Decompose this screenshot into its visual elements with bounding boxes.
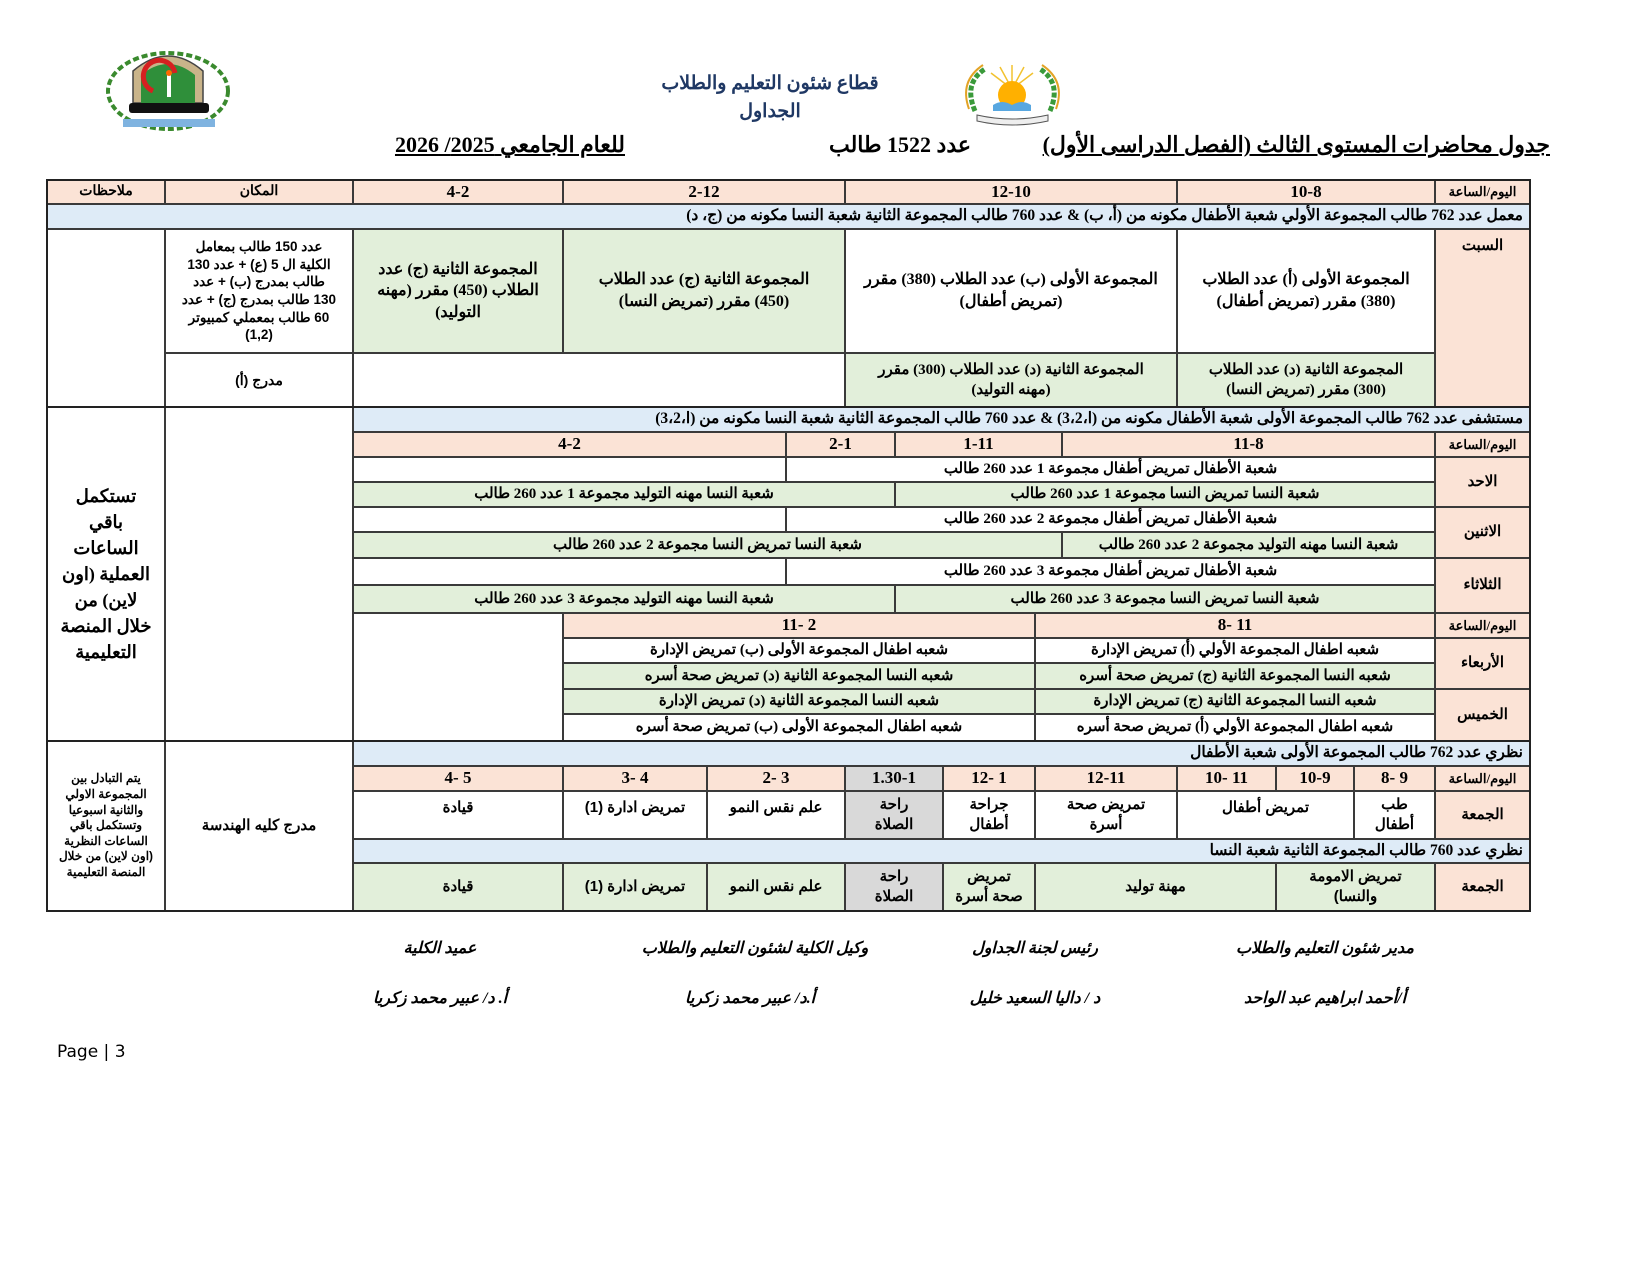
- theory-col-9-8: 9 -8: [1354, 766, 1435, 791]
- theory-day-friday-g1: الجمعة: [1435, 791, 1530, 839]
- theory-col-5-4: 5 -4: [353, 766, 563, 791]
- theory-g1-pediatric-nursing: تمريض أطفال: [1177, 791, 1354, 839]
- hospital-col-2-1: 2-1: [786, 432, 895, 457]
- theory-col-12-11: 12-11: [1035, 766, 1177, 791]
- hospital-mon-row2-a: شعبة النسا مهنه التوليد مجموعة 2 عدد 260 طالب: [1062, 532, 1435, 558]
- hospital-wed-row1-b: شعبه اطفال المجموعة الأولى (ب) تمريض الإدارة: [563, 638, 1035, 663]
- signature-title-affairs-director: مدير شئون التعليم والطلاب: [1236, 940, 1414, 957]
- theory-g1-pediatric-medicine: طب أطفال: [1354, 791, 1435, 839]
- lab-banner: معمل عدد 762 طالب المجموعة الأولي شعبة الأطفال مكونه من (أ، ب) & عدد 760 طالب المجموعة الثانية شعبة النسا مكونه من (ج، د): [47, 204, 1530, 229]
- hospital-place: [165, 407, 353, 741]
- theory-g2-leadership: قيادة: [353, 863, 563, 911]
- schedule-title: جدول محاضرات المستوى الثالث (الفصل الدراسى الأول): [1042, 132, 1550, 157]
- theory-g1-leadership: قيادة: [353, 791, 563, 839]
- theory-col-1-30-1: 1.30-1: [845, 766, 943, 791]
- faculty-of-nursing-logo: [103, 43, 233, 133]
- hospital-mon-row1-empty: [353, 507, 786, 532]
- signature-title-schedule-committee: رئيس لجنة الجداول: [972, 940, 1098, 957]
- hospital2-col-11-8: 11 -8: [1035, 613, 1435, 638]
- lab-sat-12-10-group1b: المجموعة الأولى (ب) عدد الطلاب (380) مقرر (تمريض أطفال): [845, 229, 1177, 353]
- student-count: عدد 1522 طالب: [828, 132, 971, 157]
- signature-name-dean: أ. د/ عبير محمد زكريا: [372, 990, 508, 1007]
- hospital-thu-row2-a: شعبه اطفال المجموعة الأولي (أ) تمريض صحة أسره: [1035, 714, 1435, 741]
- hospital-col-11-8: 11-8: [1062, 432, 1435, 457]
- theory-g1-developmental-psychology: علم نقس النمو: [707, 791, 845, 839]
- theory-g2-nursing-admin: تمريض ادارة (1): [563, 863, 707, 911]
- hospital-col-4-2: 4-2: [353, 432, 786, 457]
- hospital2-empty: [353, 613, 563, 741]
- day-wednesday: الأربعاء: [1435, 638, 1530, 689]
- hospital-tue-row1: شعبة الأطفال تمريض أطفال مجموعة 3 عدد 260 طالب: [786, 558, 1435, 585]
- theory-col-day-hour: اليوم/الساعة: [1435, 766, 1530, 791]
- day-thursday: الخميس: [1435, 689, 1530, 741]
- hospital-col-day-hour: اليوم/الساعة: [1435, 432, 1530, 457]
- signature-name-affairs-director: أ/أحمد ابراهيم عبد الواحد: [1243, 990, 1407, 1007]
- theory-place: مدرج كليه الهندسة: [165, 741, 353, 911]
- hospital-banner: مستشفى عدد 762 طالب المجموعة الأولى شعبة الأطفال مكونه من (ا،3،2) & عدد 760 طالب المجموعة الثانية شعبة النسا مكونه من (ا،3،2): [353, 407, 1530, 432]
- col-header-10-8: 10-8: [1177, 180, 1435, 204]
- theory-g2-prayer-break: راحة الصلاة: [845, 863, 943, 911]
- theory-col-1-12: 1 -12: [943, 766, 1035, 791]
- hospital-tue-row2-b: شعبة النسا مهنه التوليد مجموعة 3 عدد 260 طالب: [353, 585, 895, 613]
- theory-g2-midwifery: مهنة توليد: [1035, 863, 1276, 911]
- theory-col-4-3: 4 -3: [563, 766, 707, 791]
- hospital-sun-row2-a: شعبة النسا تمريض النسا مجموعة 1 عدد 260 طالب: [895, 482, 1435, 507]
- day-saturday: السبت: [1435, 229, 1530, 407]
- theory-g1-family-health: تمريض صحة أسرة: [1035, 791, 1177, 839]
- hospital2-col-day-hour: اليوم/الساعة: [1435, 613, 1530, 638]
- hospital-thu-row2-b: شعبه اطفال المجموعة الأولى (ب) تمريض صحة أسره: [563, 714, 1035, 741]
- hospital-wed-row1-a: شعبه اطفال المجموعة الأولي (أ) تمريض الإدارة: [1035, 638, 1435, 663]
- hospital-thu-row1-b: شعبه النسا المجموعة الثانية (د) تمريض الإدارة: [563, 689, 1035, 714]
- hospital-tue-row1-empty: [353, 558, 786, 585]
- signature-name-schedule-committee: د / داليا السعيد خليل: [969, 990, 1101, 1007]
- col-header-day-hour: اليوم/الساعة: [1435, 180, 1530, 204]
- col-header-notes: ملاحظات: [47, 180, 165, 204]
- theory-g2-developmental-psychology: علم نقس النمو: [707, 863, 845, 911]
- lab-sat-empty: [353, 353, 845, 407]
- theory-g2-maternity-nursing: تمريض الامومة والنسا): [1276, 863, 1435, 911]
- academic-year: للعام الجامعي 2025/ 2026: [394, 132, 625, 157]
- hospital-mon-row2-b: شعبة النسا تمريض النسا مجموعة 2 عدد 260 طالب: [353, 532, 1062, 558]
- signature-title-dean: عميد الكلية: [403, 940, 477, 957]
- theory-banner-group2: نظري عدد 760 طالب المجموعة الثانية شعبة النسا: [353, 839, 1530, 863]
- hospital-notes: تستكمل باقي الساعات العملية (اون لاين) من خلال المنصة التعليمية: [47, 407, 165, 741]
- lab-place-row2: مدرج (أ): [165, 353, 353, 407]
- lab-place-row1: عدد 150 طالب بمعامل الكلية ال 5 (ع) + عدد 130 طالب بمدرج (ب) + عدد 130 طالب بمدرج (ج) + عدد 60 طالب بمعملي كمبيوتر (1,2): [165, 229, 353, 353]
- lab-sat-10-8-group1a: المجموعة الأولى (أ) عدد الطلاب (380) مقرر (تمريض أطفال): [1177, 229, 1435, 353]
- hospital-thu-row1-a: شعبه النسا المجموعة الثانية (ج) تمريض الإدارة: [1035, 689, 1435, 714]
- lab-sat-12-10-group2d: المجموعة الثانية (د) عدد الطلاب (300) مقرر (مهنه التوليد): [845, 353, 1177, 407]
- lab-sat-2-12-group2c: المجموعة الثانية (ج) عدد الطلاب (450) مقرر (تمريض النسا): [563, 229, 845, 353]
- hospital-col-1-11: 1-11: [895, 432, 1062, 457]
- signature-name-vice-dean: أ.د/ عبير محمد زكريا: [684, 990, 816, 1007]
- theory-col-10-9: 10-9: [1276, 766, 1354, 791]
- theory-col-11-10: 11 -10: [1177, 766, 1276, 791]
- hospital-wed-row2-b: شعبه النسا المجموعة الثانية (د) تمريض صحة أسره: [563, 663, 1035, 689]
- hospital-sun-row1: شعبة الأطفال تمريض أطفال مجموعة 1 عدد 260 طالب: [786, 457, 1435, 482]
- col-header-place: المكان: [165, 180, 353, 204]
- theory-g1-nursing-admin: تمريض ادارة (1): [563, 791, 707, 839]
- theory-col-3-2: 3 -2: [707, 766, 845, 791]
- day-tuesday: الثلاثاء: [1435, 558, 1530, 613]
- day-monday: الاثنين: [1435, 507, 1530, 558]
- hospital-tue-row2-a: شعبة النسا تمريض النسا مجموعة 3 عدد 260 طالب: [895, 585, 1435, 613]
- theory-g1-pediatric-surgery: جراحة أطفال: [943, 791, 1035, 839]
- col-header-2-12: 2-12: [563, 180, 845, 204]
- lab-notes: [47, 229, 165, 407]
- theory-day-friday-g2: الجمعة: [1435, 863, 1530, 911]
- hospital-sun-row2-b: شعبة النسا مهنه التوليد مجموعة 1 عدد 260 طالب: [353, 482, 895, 507]
- day-sunday: الاحد: [1435, 457, 1530, 507]
- hospital-mon-row1: شعبة الأطفال تمريض أطفال مجموعة 2 عدد 260 طالب: [786, 507, 1435, 532]
- page-number: Page | 3: [57, 1042, 126, 1062]
- theory-g2-family-health: تمريض صحة أسرة: [943, 863, 1035, 911]
- theory-banner-group1: نظري عدد 762 طالب المجموعة الأولى شعبة الأطفال: [353, 741, 1530, 766]
- lab-sat-10-8-group2d: المجموعة الثانية (د) عدد الطلاب (300) مقرر (تمريض النسا): [1177, 353, 1435, 407]
- col-header-12-10: 12-10: [845, 180, 1177, 204]
- theory-notes: يتم التبادل بين المجموعة الاولي والثانية اسبوعيا وتستكمل باقي الساعات النظرية (اون لاين) من خلال المنصة التعليمية: [47, 741, 165, 911]
- signature-title-vice-dean: وكيل الكلية لشئون التعليم والطلاب: [641, 940, 869, 957]
- hospital-sun-row1-empty: [353, 457, 786, 482]
- hospital2-col-2-11: 2 -11: [563, 613, 1035, 638]
- sector-subtitle: الجداول: [739, 101, 801, 122]
- col-header-4-2: 4-2: [353, 180, 563, 204]
- sector-title: قطاع شئون التعليم والطلاب: [661, 73, 879, 94]
- lab-sat-4-2-group2c: المجموعة الثانية (ج) عدد الطلاب (450) مقرر (مهنه التوليد): [353, 229, 563, 353]
- theory-g1-prayer-break: راحة الصلاة: [845, 791, 943, 839]
- mansoura-university-logo: [955, 63, 1070, 131]
- hospital-wed-row2-a: شعبه النسا المجموعة الثانية (ج) تمريض صحة أسره: [1035, 663, 1435, 689]
